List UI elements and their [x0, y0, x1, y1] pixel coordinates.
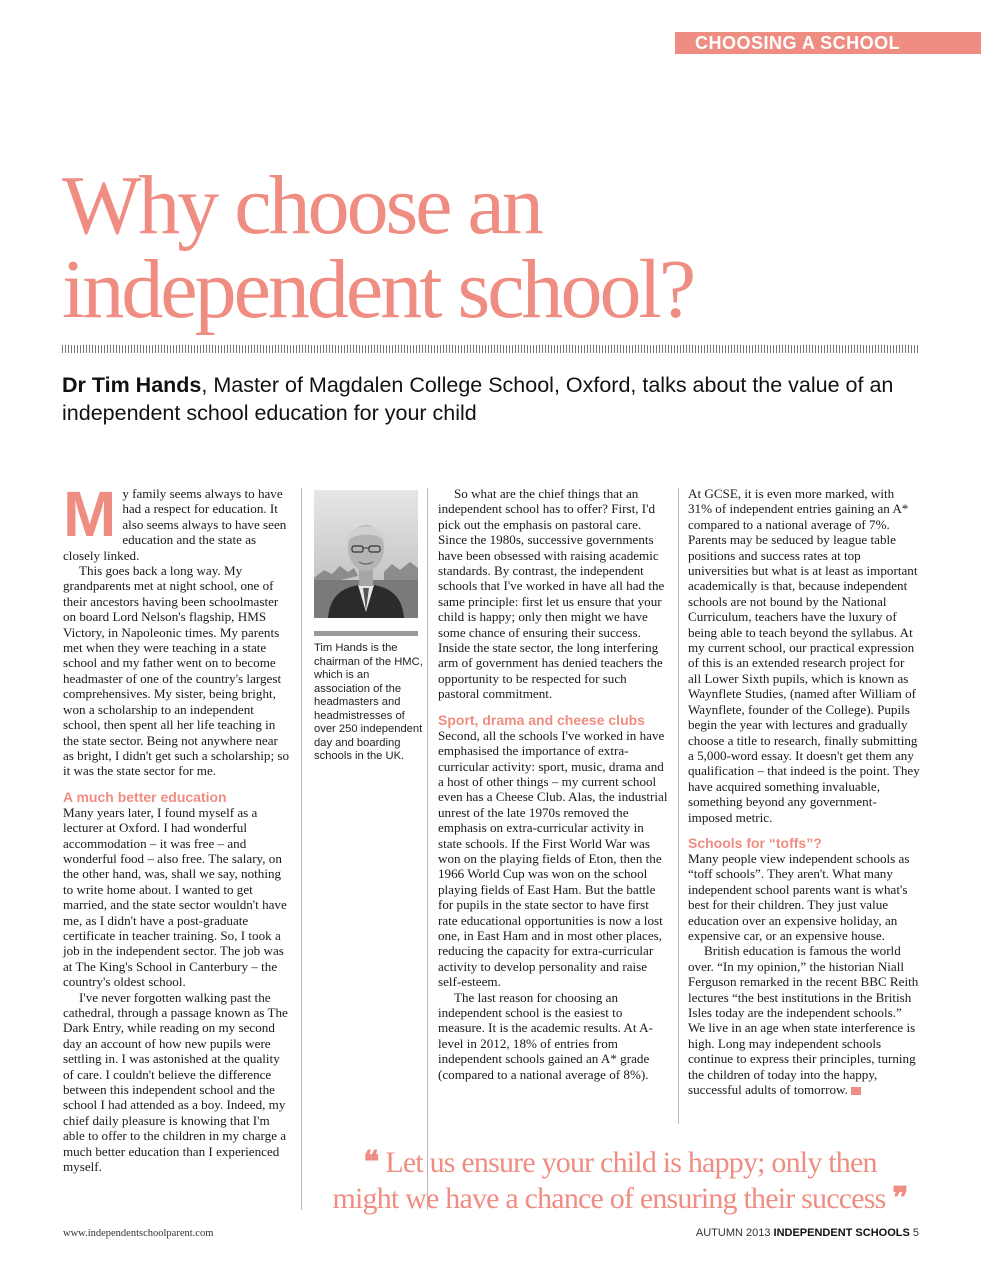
col3-paragraph-1: So what are the chief things that an independent school has to offer? First, I'd pick out the emphasis on pastoral care. Since the 1980s, successive governments have been obsessed with raising academic standards. By contrast, the independent schools that I've worked in have all had the same principle: first let us ensure that your child is happy; only then might we have some chance of ensuring their success. Inside the state sector, the long interfering arm of government has denied teachers the opportunity to be respected for such pastoral commitment. [438, 486, 665, 702]
col3-paragraph-2: Second, all the schools I've worked in have emphasised the importance of extra-curricular activity: sport, music, drama and a host of other things – my current school even has a Cheese Club. Alas, the industrial unrest of the late 1970s removed the emphasis on extra-curricular activity in state schools. If the First World War was won on the playing fields of Eton, then the 1966 World Cup was won on the school playing fields of East Ham. But the battle for pupils in the state sector to have first rate educational opportunities is now a lost one, in East Ham and in most other places, reducing the capacity for extra-curricular activity to develop personality and raise self-esteem. [438, 727, 668, 990]
col4-paragraph-3-text: British education is famous the world over. “In my opinion,” the historian Niall Ferguson remarked in the recent BBC Reith lectures “the best institutions in the British Isles today are the independent schools.” We live in an age when state interference is high. Long may independent schools continue to express their principles, turning the children of today into the happy, successful adults of tomorrow. [688, 943, 919, 1098]
end-mark-icon: ISP [851, 1087, 861, 1095]
headline-line-1: Why choose an [62, 159, 541, 252]
subheading-better-education: A much better education [63, 788, 227, 805]
article-column-3 [438, 486, 668, 1082]
footer-magazine: INDEPENDENT SCHOOLS [773, 1227, 910, 1239]
pull-quote-line-1: Let us ensure your child is happy; only then [378, 1146, 877, 1179]
headline [62, 159, 942, 336]
article-column-1 [63, 478, 291, 1175]
col1-paragraph-4: I've never forgotten walking past the cathedral, through a passage known as The Dark Entry, while reading on my second day an account of how new pupils were settling in. I was astonished at the quality of care. I couldn't believe the difference between this independent school and the school I had attended as a boy. Indeed, my chief daily pleasure is knowing that I'm able to offer to the children in my charge a much better education than I experienced myself. [63, 989, 288, 1175]
close-quote-icon: ❞ [892, 1182, 908, 1215]
col1-paragraph-2: This goes back a long way. My grandparents met at night school, one of their ancestors having been schoolmaster on board Lord Nelson's flagship, HMS Victory, in Napoleonic times. My parents met when they were teaching in a state school and my father went on to become headmaster of one of the country's largest comprehensives. My sister, being bright, won a scholarship to an independent school, then spent all her life teaching in the state sector. Being not anywhere near as bright, I didn't get such a scholarship; so it was the state sector for me. [63, 563, 290, 779]
photo-caption: Tim Hands is the chairman of the HMC, which is an association of the headmasters and headmistresses of over 250 independent day and boarding schools in the UK. [314, 642, 423, 762]
col1-paragraph-1: y family seems always to have had a respect for education. It also seems always to have seen education and the state as closely linked. [63, 486, 287, 563]
col4-paragraph-2: Many people view independent schools as “toff schools”. They aren't. What many independent school parents want is what's best for their children. They just value education over an expensive holiday, an expensive car, or an expensive house. [688, 850, 910, 943]
col3-paragraph-3: The last reason for choosing an independent school is the easiest to measure. It is the academic results. At A-level in 2012, 18% of entries from independent schools gained an A* grade (compared to a national average of 8%). [438, 989, 653, 1082]
pull-quote [300, 1145, 940, 1217]
footer-folio [696, 1227, 919, 1239]
column-divider-1 [301, 488, 302, 1210]
pull-quote-line-2: might we have a chance of ensuring their success [332, 1182, 893, 1215]
column-divider-2 [427, 488, 428, 1210]
caption-bar [314, 631, 418, 636]
footer-url: www.independentschoolparent.com [63, 1228, 214, 1239]
drop-cap: M [63, 478, 117, 550]
standfirst-author: Dr Tim Hands [62, 373, 202, 397]
headline-line-2: independent school? [62, 243, 694, 336]
footer-page-number: 5 [909, 1227, 919, 1239]
col1-paragraph-3: Many years later, I found myself as a lecturer at Oxford. I had wonderful accommodation – it was free – and wonderful food – also free. The salary, on the other hand, was, shall we say, nothing to write home about. I wanted to get married, and the state sector wouldn't have me, as I didn't have a post-graduate certificate in teacher training. So, I took a job in the independent sector. The job was at The King's School in Canterbury – the country's oldest school. [63, 804, 287, 990]
section-tab: CHOOSING A SCHOOL [675, 32, 981, 54]
portrait-illustration [314, 490, 418, 618]
standfirst-text: , Master of Magdalen College School, Oxford, talks about the value of an independent school education for your child [62, 373, 894, 425]
open-quote-icon: ❝ [363, 1146, 379, 1179]
col4-paragraph-1: At GCSE, it is even more marked, with 31% of independent entries gaining an A* compared to a national average of 7%. Parents may be seduced by league table positions and success rates at top universities but what is at least as important academically is that, because independent schools are not bound by the National Curriculum, teachers have the luxury of being able to teach beyond the syllabus. At my current school, our practical expression of this is an extended research project for all Lower Sixth pupils, which is known as Waynflete Studies, (named after William of Waynflete, founder of the College). Pupils begin the year with lectures and gradually choose a title to research, finally submitting a 5,000-word essay. It doesn't get them any qualification – that indeed is the point. They have acquired something invaluable, something beyond any government-imposed metric. [688, 486, 920, 825]
hatched-divider [62, 345, 918, 353]
footer-season: AUTUMN 2013 [695, 1227, 774, 1239]
column-divider-3 [678, 488, 679, 1124]
col4-paragraph-3 [688, 943, 920, 1097]
subheading-toffs: Schools for “toffs”? [688, 834, 822, 851]
standfirst [62, 371, 942, 427]
author-photo [314, 490, 418, 618]
subheading-sport-drama: Sport, drama and cheese clubs [438, 711, 645, 728]
article-column-4 [688, 486, 920, 1097]
